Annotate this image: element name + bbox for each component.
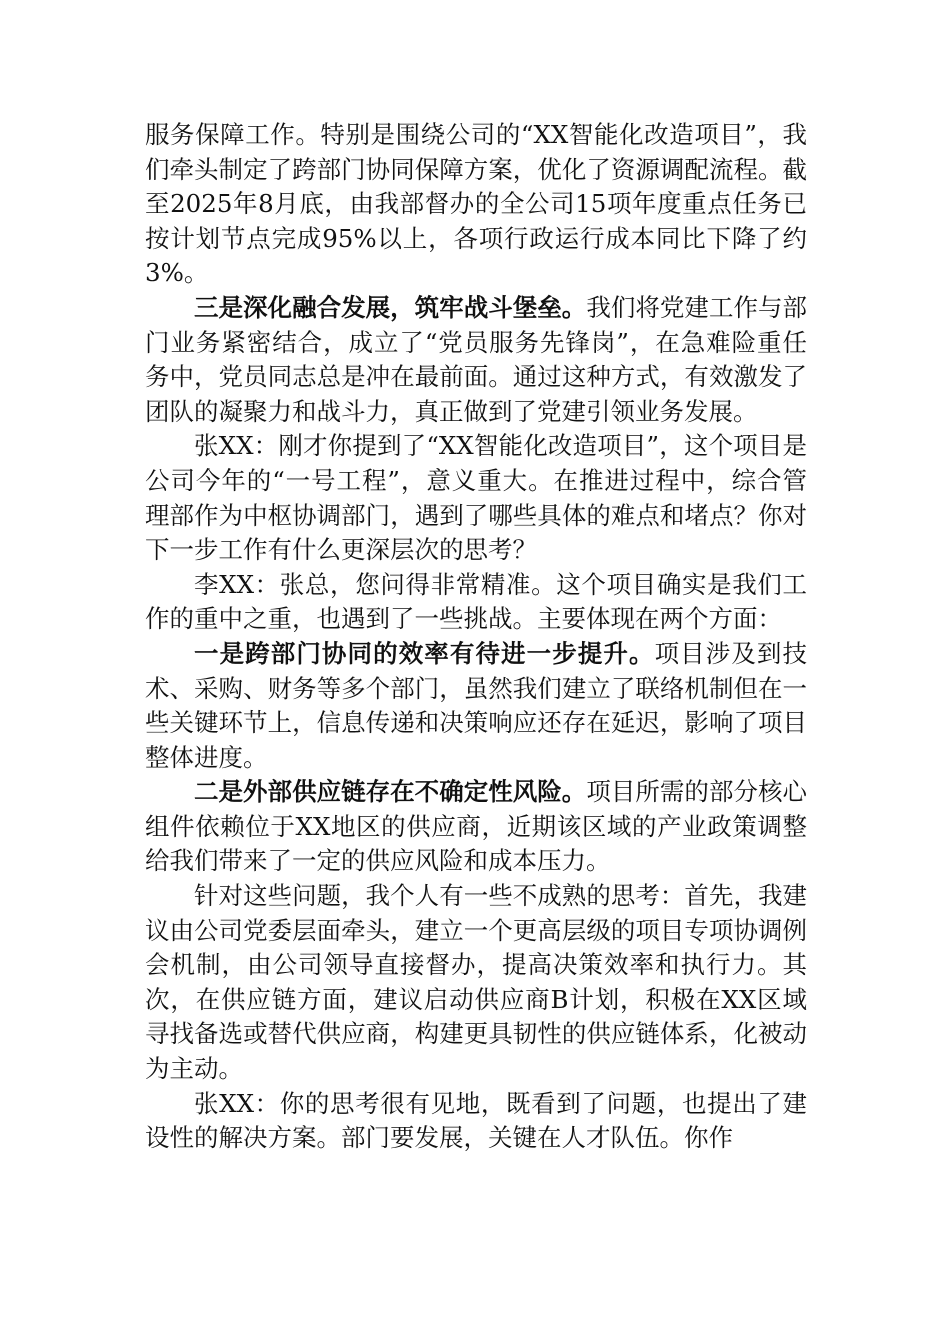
paragraph-challenge-two bbox=[145, 775, 807, 879]
paragraph-text: 张XX：你的思考很有见地，既看到了问题，也提出了建设性的解决方案。部门要发展，关键在人才队伍。你作 bbox=[145, 1088, 807, 1153]
paragraph-lead: 二是外部供应链存在不确定性风险。 bbox=[194, 777, 587, 807]
paragraph-thoughts bbox=[145, 879, 807, 1087]
paragraph-text: 我们将党建工作与部门业务紧密结合，成立了“党员服务先锋岗”，在急难险重任务中，党员同志总是冲在最前面。通过这种方式，有效激发了团队的凝聚力和战斗力，真正做到了党建引领业务发展。 bbox=[145, 292, 808, 426]
paragraph-lead: 三是深化融合发展，筑牢战斗堡垒。 bbox=[194, 292, 587, 322]
paragraph-service-guarantee bbox=[145, 118, 807, 291]
paragraph-text: 服务保障工作。特别是围绕公司的“XX智能化改造项目”，我们牵头制定了跨部门协同保障方案，优化了资源调配流程。截至2025年8月底，由我部督办的全公司15项年度重点任务已按计划节点完成95%以上，各项行政运行成本同比下降了约3%。 bbox=[145, 120, 807, 288]
paragraph-li-answer bbox=[145, 568, 807, 637]
paragraph-text: 项目涉及到技术、采购、财务等多个部门，虽然我们建立了联络机制但在一些关键环节上，信息传递和决策响应还存在延迟，影响了项目整体进度。 bbox=[145, 638, 808, 772]
paragraph-zhang-question bbox=[145, 429, 807, 567]
paragraph-text: 项目所需的部分核心组件依赖位于XX地区的供应商，近期该区域的产业政策调整给我们带来了一定的供应风险和成本压力。 bbox=[145, 777, 808, 876]
paragraph-text: 张XX：刚才你提到了“XX智能化改造项目”，这个项目是公司今年的“一号工程”，意义重大。在推进过程中，综合管理部作为中枢协调部门，遇到了哪些具体的难点和堵点？你对下一步工作有什么更深层次的思考？ bbox=[145, 431, 807, 565]
document-body bbox=[145, 118, 807, 1156]
paragraph-text: 李XX：张总，您问得非常精准。这个项目确实是我们工作的重中之重，也遇到了一些挑战。主要体现在两个方面： bbox=[145, 569, 807, 634]
paragraph-lead: 一是跨部门协同的效率有待进一步提升。 bbox=[194, 638, 655, 668]
paragraph-challenge-one bbox=[145, 637, 807, 775]
paragraph-text: 针对这些问题，我个人有一些不成熟的思考：首先，我建议由公司党委层面牵头，建立一个更高层级的项目专项协调例会机制，由公司领导直接督办，提高决策效率和执行力。其次，在供应链方面，建议启动供应商B计划，积极在XX区域寻找备选或替代供应商，构建更具韧性的供应链体系，化被动为主动。 bbox=[145, 881, 807, 1084]
paragraph-point-three bbox=[145, 291, 807, 429]
paragraph-zhang-followup bbox=[145, 1087, 807, 1156]
